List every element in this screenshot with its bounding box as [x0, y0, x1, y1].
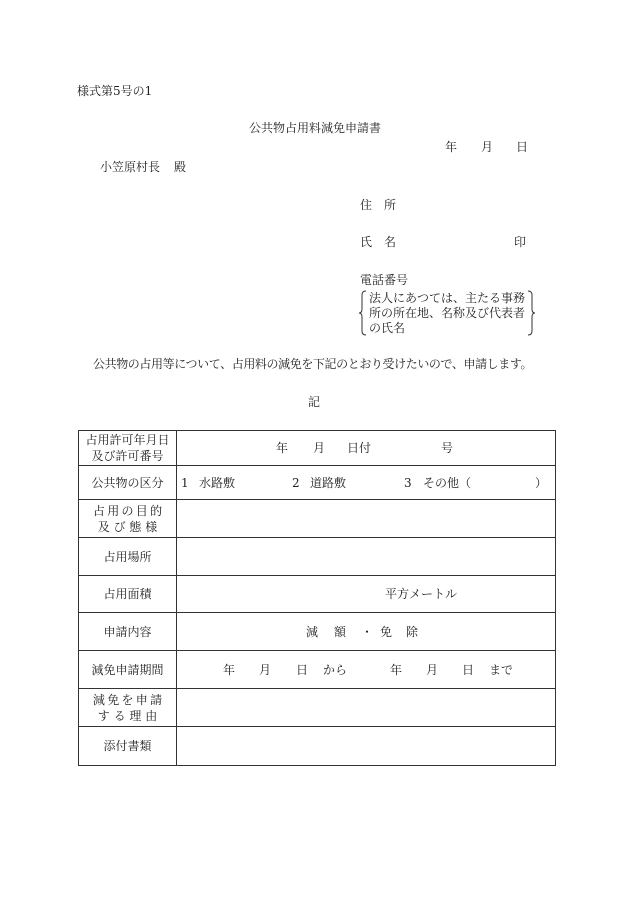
- label-attachments: [79, 727, 177, 765]
- label-line: 減免を申請: [92, 692, 165, 707]
- content-char: 減: [306, 624, 319, 639]
- period-start-day-label: 日: [296, 662, 309, 677]
- label-line: 申請内容: [103, 624, 152, 639]
- seal-label: 印: [514, 235, 527, 249]
- addressee-honorific: 殿: [174, 160, 187, 174]
- permit-number-label: 号: [441, 441, 454, 455]
- left-brace-icon: [358, 290, 368, 336]
- date-month-label: 月: [481, 140, 494, 154]
- permit-month-label: 月: [313, 441, 326, 455]
- value-content: [177, 613, 555, 650]
- label-reason: [79, 689, 177, 726]
- name-label: 氏 名: [360, 235, 397, 249]
- corporate-note: [369, 291, 525, 336]
- label-line: 公共物の区分: [91, 475, 164, 490]
- category-option-number: 2: [292, 475, 300, 490]
- label-line: 占用面積: [103, 587, 152, 601]
- category-option-waterway: 水路敷: [199, 475, 236, 490]
- table-row-permit: [79, 431, 555, 465]
- period-start-month-label: 月: [259, 662, 272, 677]
- period-end-month-label: 月: [426, 662, 439, 677]
- label-category: [79, 466, 177, 499]
- period-end-year-label: 年: [390, 662, 403, 677]
- right-brace-icon: [526, 290, 536, 336]
- corporate-note-line: 法人にあつては、主たる事務: [369, 291, 526, 305]
- table-row-attachments: [79, 726, 555, 765]
- label-line: 添付書類: [103, 739, 152, 753]
- label-location: [79, 538, 177, 575]
- corporate-note-line: 所の所在地、名称及び代表者: [369, 306, 526, 320]
- permit-year-label: 年: [276, 441, 289, 455]
- table-row-reason: [79, 688, 555, 726]
- value-period: [177, 651, 555, 688]
- label-line: 及び態様: [97, 519, 161, 534]
- permit-day-label: 日付: [347, 441, 372, 455]
- application-statement: 公共物の占用等について、占用料の減免を下記のとおり受けたいので、申請します。: [93, 357, 533, 371]
- value-category: [177, 466, 555, 499]
- label-permit-date-number: [79, 431, 177, 465]
- value-location: [177, 538, 555, 575]
- category-option-number: 3: [404, 475, 412, 490]
- form-number: 様式第5号の1: [77, 84, 153, 98]
- category-option-number: 1: [181, 475, 189, 490]
- content-char: 額: [334, 624, 347, 639]
- label-line: する理由: [97, 708, 161, 723]
- date-year-label: 年: [445, 140, 458, 154]
- label-purpose: [79, 500, 177, 537]
- form-title: 公共物占用料減免申請書: [248, 121, 381, 135]
- address-label: 住 所: [360, 198, 397, 212]
- label-line: 占用場所: [103, 549, 152, 564]
- period-from-label: から: [323, 662, 348, 677]
- label-line: 占用の目的: [92, 503, 165, 518]
- addressee-name: 小笠原村長: [100, 160, 161, 174]
- phone-label: 電話番号: [360, 273, 409, 287]
- label-area: [79, 576, 177, 612]
- application-details-table: [78, 430, 556, 766]
- label-period: [79, 651, 177, 688]
- content-separator: ・: [361, 624, 374, 639]
- value-attachments: [177, 727, 555, 765]
- date-day-label: 日: [516, 140, 529, 154]
- period-start-year-label: 年: [223, 662, 236, 677]
- table-row-purpose: [79, 499, 555, 537]
- value-purpose: [177, 500, 555, 537]
- table-row-category: [79, 465, 555, 499]
- ki-heading: 記: [308, 395, 321, 409]
- area-unit-label: 平方メートル: [385, 587, 458, 601]
- table-row-location: [79, 537, 555, 575]
- category-option-other: その他（: [423, 475, 472, 490]
- category-other-close-paren: ）: [535, 475, 548, 490]
- value-reason: [177, 689, 555, 726]
- label-line: 減免申請期間: [91, 662, 164, 677]
- label-line: 及び許可番号: [91, 449, 164, 463]
- table-row-content: [79, 612, 555, 650]
- table-row-area: [79, 575, 555, 612]
- label-line: 占用許可年月日: [85, 433, 170, 447]
- value-area: [177, 576, 555, 612]
- category-option-road: 道路敷: [310, 475, 347, 490]
- corporate-note-line: の氏名: [369, 321, 406, 335]
- content-char: 免: [380, 624, 393, 639]
- content-char: 除: [406, 624, 419, 639]
- table-row-period: [79, 650, 555, 688]
- period-end-day-label: 日: [462, 662, 475, 677]
- label-content: [79, 613, 177, 650]
- value-permit-date-number: [177, 431, 555, 465]
- period-until-label: まで: [489, 662, 514, 677]
